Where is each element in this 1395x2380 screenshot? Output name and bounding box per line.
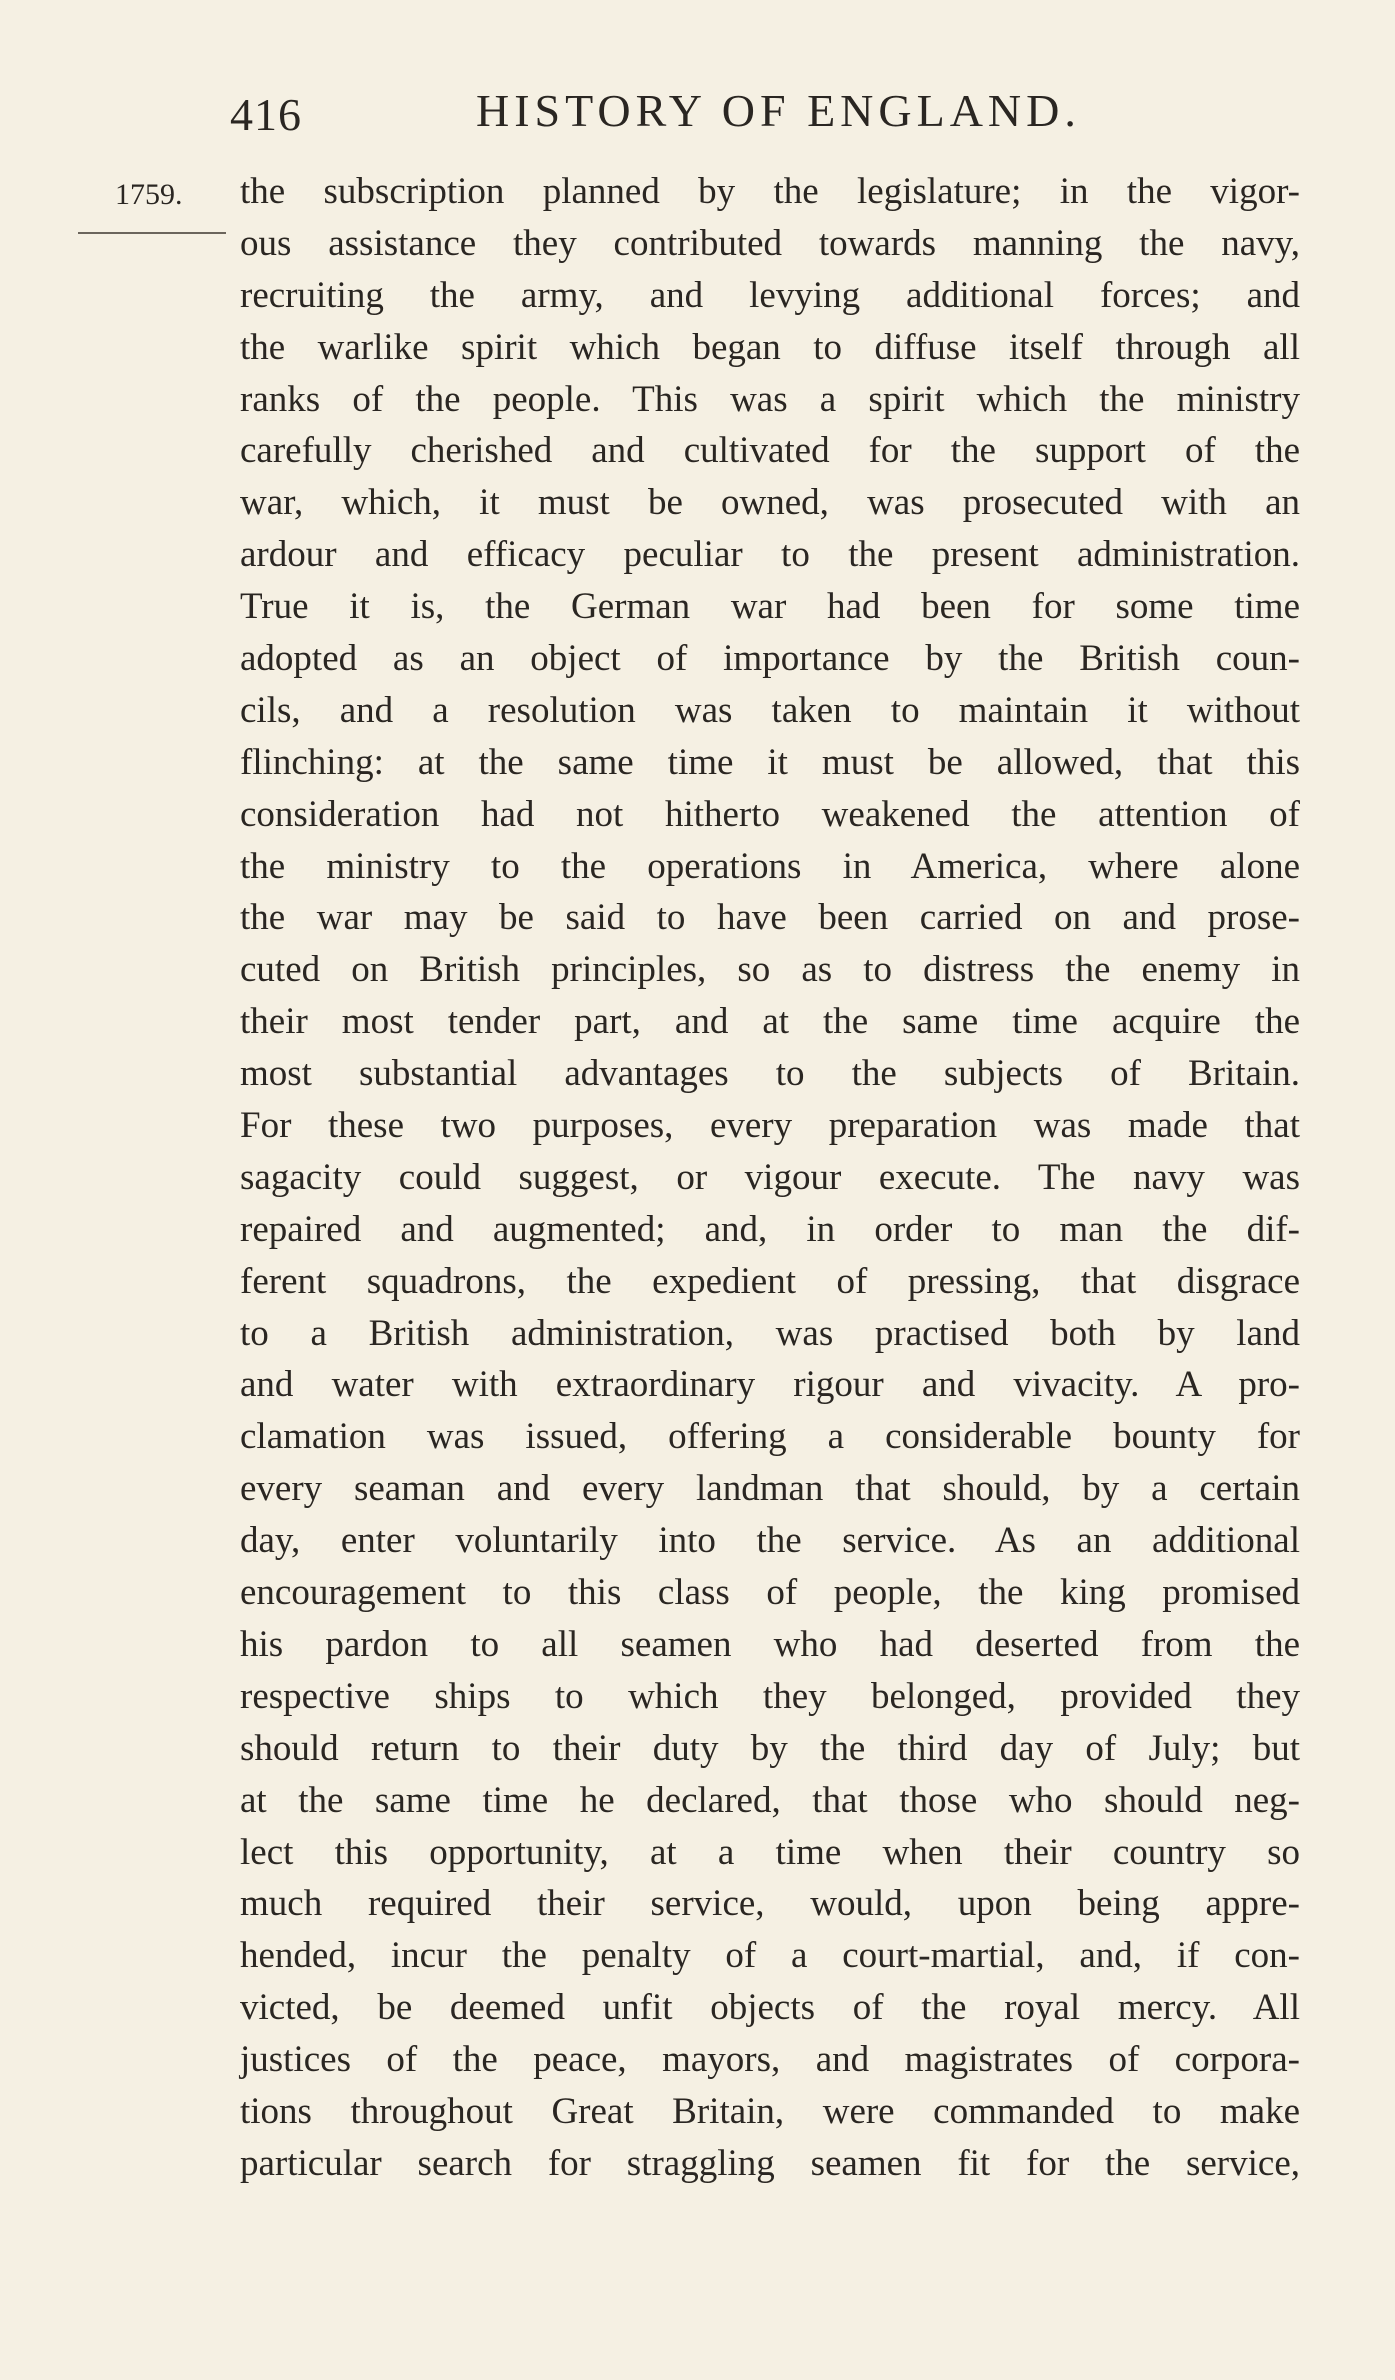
text-line: ranks of the people. This was a spirit which the ministry xyxy=(240,378,1300,420)
margin-rule xyxy=(78,232,226,234)
text-line: should return to their duty by the third day of July; but xyxy=(240,1727,1300,1769)
text-line: justices of the peace, mayors, and magistrates of corpora- xyxy=(240,2039,1300,2081)
text-line: For these two purposes, every preparation was made that xyxy=(240,1105,1300,1147)
text-line: tions throughout Great Britain, were commanded to make xyxy=(240,2090,1300,2132)
text-line: at the same time he declared, that those who should neg- xyxy=(240,1779,1300,1821)
text-line: the subscription planned by the legislature; in the vigor- xyxy=(240,171,1300,212)
text-line: respective ships to which they belonged, provided they xyxy=(240,1675,1300,1717)
text-line: their most tender part, and at the same time acquire the xyxy=(240,1001,1300,1043)
text-line: ous assistance they contributed towards manning the navy, xyxy=(240,222,1300,264)
text-line: recruiting the army, and levying additional forces; and xyxy=(240,274,1300,316)
text-line: particular search for straggling seamen fit for the service, xyxy=(240,2142,1300,2184)
text-line: adopted as an object of importance by the British coun- xyxy=(240,638,1300,680)
text-line: cuted on British principles, so as to distress the enemy in xyxy=(240,949,1300,991)
text-line: every seaman and every landman that should, by a certain xyxy=(240,1468,1300,1510)
text-line: and water with extraordinary rigour and vivacity. A pro- xyxy=(240,1364,1300,1406)
text-line: repaired and augmented; and, in order to man the dif- xyxy=(240,1208,1300,1250)
text-line: clamation was issued, offering a considerable bounty for xyxy=(240,1416,1300,1458)
body-text xyxy=(240,166,1300,2190)
text-line: carefully cherished and cultivated for the support of the xyxy=(240,430,1300,472)
running-head: HISTORY OF ENGLAND. xyxy=(476,85,1081,136)
margin-year: 1759. xyxy=(115,178,183,211)
text-line: the ministry to the operations in America, where alone xyxy=(240,845,1300,887)
text-line: hended, incur the penalty of a court-martial, and, if con- xyxy=(240,1935,1300,1977)
text-line: day, enter voluntarily into the service. As an additional xyxy=(240,1520,1300,1562)
text-line: cils, and a resolution was taken to maintain it without xyxy=(240,689,1300,731)
text-line: the warlike spirit which began to diffuse itself through all xyxy=(240,326,1300,368)
text-line: the war may be said to have been carried on and prose- xyxy=(240,897,1300,939)
text-line: war, which, it must be owned, was prosecuted with an xyxy=(240,482,1300,524)
text-line: ferent squadrons, the expedient of pressing, that disgrace xyxy=(240,1260,1300,1302)
text-line: his pardon to all seamen who had deserted from the xyxy=(240,1623,1300,1665)
text-line: lect this opportunity, at a time when their country so xyxy=(240,1831,1300,1873)
page-number: 416 xyxy=(230,89,302,140)
text-line: encouragement to this class of people, the king promised xyxy=(240,1572,1300,1614)
text-line: sagacity could suggest, or vigour execute. The navy was xyxy=(240,1156,1300,1198)
text-line: much required their service, would, upon being appre- xyxy=(240,1883,1300,1925)
text-line: ardour and efficacy peculiar to the present administration. xyxy=(240,534,1300,576)
text-line: to a British administration, was practised both by land xyxy=(240,1312,1300,1354)
text-line: consideration had not hitherto weakened the attention of xyxy=(240,793,1300,835)
text-line: flinching: at the same time it must be allowed, that this xyxy=(240,741,1300,783)
text-line: most substantial advantages to the subjects of Britain. xyxy=(240,1053,1300,1095)
text-line: victed, be deemed unfit objects of the royal mercy. All xyxy=(240,1987,1300,2029)
text-line: True it is, the German war had been for some time xyxy=(240,586,1300,628)
